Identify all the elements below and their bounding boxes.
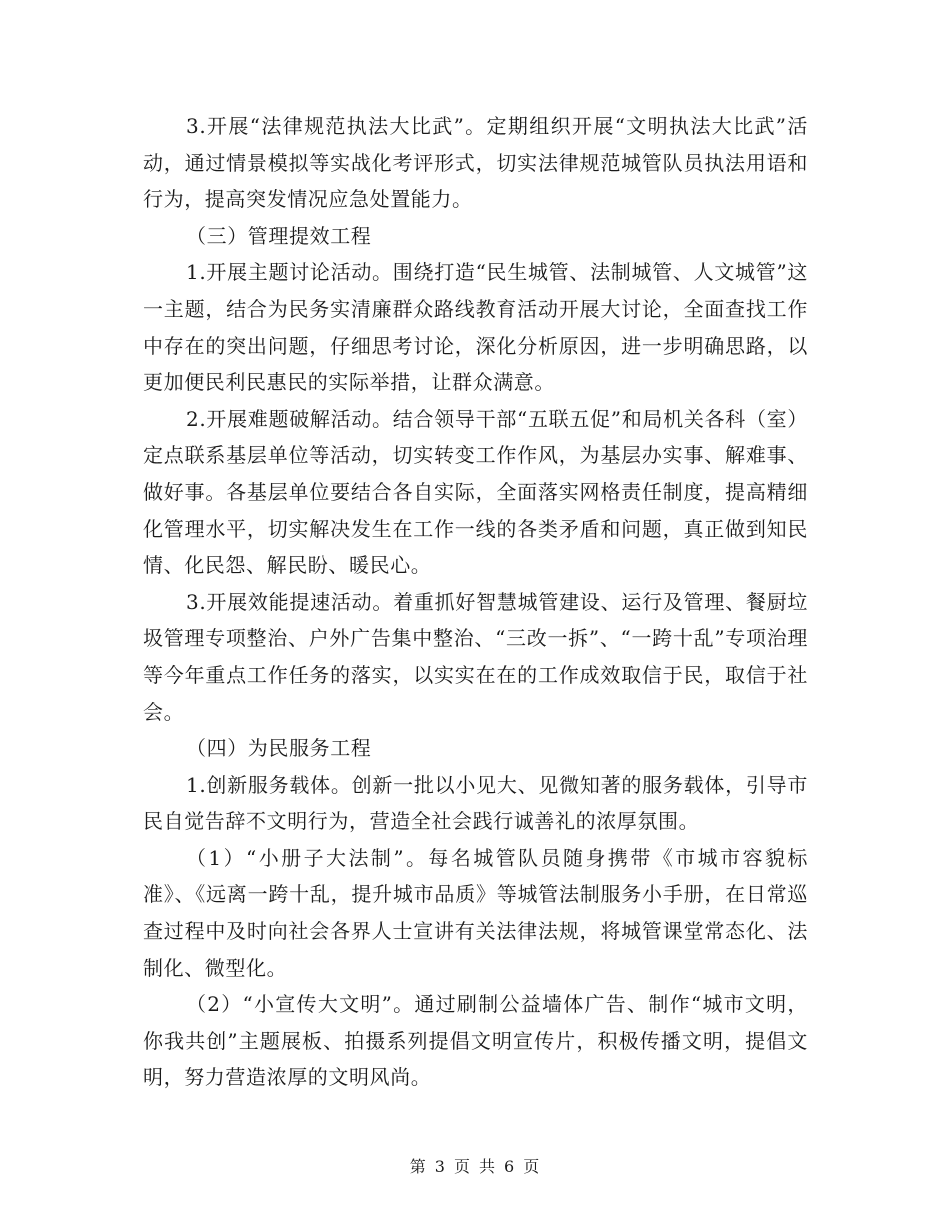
footer-current-page: 3 xyxy=(434,1157,446,1176)
paragraph-problem-solving: 2.开展难题破解活动。结合领导干部“五联五促”和局机关各科（室）定点联系基层单位等活动，切实转变工作作风，为基层办实事、解难事、做好事。各基层单位要结合各自实际，全面落实网格责任制度，提高精细化管理水平，切实解决发生在工作一线的各类矛盾和问题，真正做到知民情、化民怨、解民盼、暖民心。 xyxy=(143,406,808,578)
footer-total-pages: 6 xyxy=(504,1157,516,1176)
page-footer xyxy=(0,1154,950,1177)
section-heading-service: （四）为民服务工程 xyxy=(186,736,372,761)
paragraph-service-carrier: 1.创新服务载体。创新一批以小见大、见微知著的服务载体，引导市民自觉告辞不文明行为，营造全社会践行诚善礼的浓厚氛围。 xyxy=(143,772,808,834)
footer-prefix: 第 xyxy=(409,1157,427,1176)
document-body xyxy=(143,108,808,1096)
footer-total-word: 共 xyxy=(479,1157,497,1176)
paragraph-efficiency: 3.开展效能提速活动。着重抓好智慧城管建设、运行及管理、餐厨垃圾管理专项整治、户外广告集中整治、“三改一拆”、“一跨十乱”专项治理等今年重点工作任务的落实，以实实在在的工作成效取信于民，取信于社会。 xyxy=(143,589,808,724)
paragraph-publicity: （2）“小宣传大文明”。通过刷制公益墙体广告、制作“城市文明，你我共创”主题展板、拍摄系列提倡文明宣传片，积极传播文明，提倡文明，努力营造浓厚的文明风尚。 xyxy=(143,992,808,1090)
paragraph-item-3-bigwu: 3.开展“法律规范执法大比武”。定期组织开展“文明执法大比武”活动，通过情景模拟等实战化考评形式，切实法律规范城管队员执法用语和行为，提高突发情况应急处置能力。 xyxy=(143,114,808,212)
paragraph-booklet: （1）“小册子大法制”。每名城管队员随身携带《市城市容貌标准》、《远离一跨十乱，提升城市品质》等城管法制服务小手册，在日常巡查过程中及时向社会各界人士宣讲有关法律法规，将城管课堂常态化、法制化、微型化。 xyxy=(143,845,808,980)
footer-page-word: 页 xyxy=(453,1157,471,1176)
section-heading-management: （三）管理提效工程 xyxy=(186,223,372,248)
footer-suffix: 页 xyxy=(523,1157,541,1176)
paragraph-topic-discussion: 1.开展主题讨论活动。围绕打造“民生城管、法制城管、人文城管”这一主题，结合为民务实清廉群众路线教育活动开展大讨论，全面查找工作中存在的突出问题，仔细思考讨论，深化分析原因，进一步明确思路，以更加便民利民惠民的实际举措，让群众满意。 xyxy=(143,260,808,395)
